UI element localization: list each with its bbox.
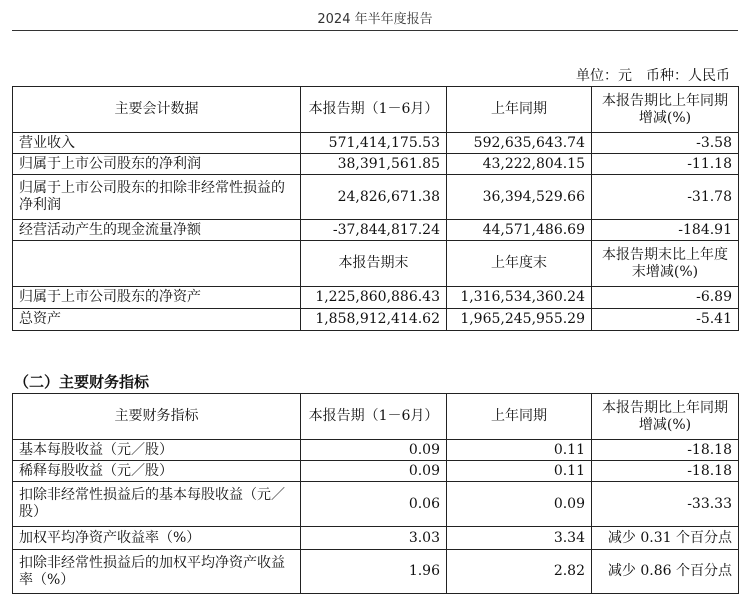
current-value: 571,414,175.53 [301, 133, 447, 154]
table-row [13, 154, 739, 175]
row-label: 经营活动产生的现金流量净额 [13, 220, 301, 241]
financial-indicators-table [12, 393, 739, 594]
header-cell: 本报告期（1－6月） [301, 394, 447, 440]
header-cell: 上年同期 [447, 394, 592, 440]
change-value: -18.18 [592, 461, 739, 482]
prior-value: 44,571,486.69 [447, 220, 592, 241]
header-cell: 主要财务指标 [13, 394, 301, 440]
current-value: 24,826,671.38 [301, 175, 447, 220]
change-value: -6.89 [592, 287, 739, 309]
table-row [13, 309, 739, 331]
prior-value: 1,965,245,955.29 [447, 309, 592, 331]
table-row [13, 440, 739, 461]
current-value: 0.06 [301, 482, 447, 527]
subheader-cell: 本报告期末比上年度末增减(%) [592, 241, 739, 287]
report-title: 2024 年半年度报告 [317, 12, 433, 27]
subheader-cell [13, 241, 301, 287]
table-row [13, 550, 739, 594]
section-title: （二）主要财务指标 [14, 373, 150, 391]
prior-value: 0.09 [447, 482, 592, 527]
unit-currency-note: 单位：元 币种：人民币 [576, 68, 730, 84]
row-label: 扣除非经常性损益后的加权平均净资产收益率（%） [13, 550, 301, 594]
prior-value: 2.82 [447, 550, 592, 594]
change-value: -3.58 [592, 133, 739, 154]
table-row [13, 527, 739, 550]
row-label: 扣除非经常性损益后的基本每股收益（元／股） [13, 482, 301, 527]
current-value: 1.96 [301, 550, 447, 594]
table-row [13, 175, 739, 220]
row-label: 加权平均净资产收益率（%） [13, 527, 301, 550]
row-label: 基本每股收益（元／股） [13, 440, 301, 461]
current-value: 0.09 [301, 440, 447, 461]
change-value: -18.18 [592, 440, 739, 461]
change-value: 减少 0.86 个百分点 [592, 550, 739, 594]
main-accounting-data-table [12, 86, 739, 331]
current-value: 1,858,912,414.62 [301, 309, 447, 331]
current-value: 1,225,860,886.43 [301, 287, 447, 309]
header-divider [12, 30, 738, 31]
row-label: 总资产 [13, 309, 301, 331]
table-row [13, 220, 739, 241]
change-value: 减少 0.31 个百分点 [592, 527, 739, 550]
prior-value: 3.34 [447, 527, 592, 550]
table-row [13, 461, 739, 482]
header-cell: 主要会计数据 [13, 87, 301, 133]
current-value: 0.09 [301, 461, 447, 482]
row-label: 归属于上市公司股东的净资产 [13, 287, 301, 309]
header-cell: 上年同期 [447, 87, 592, 133]
row-label: 归属于上市公司股东的净利润 [13, 154, 301, 175]
table-row [13, 482, 739, 527]
prior-value: 36,394,529.66 [447, 175, 592, 220]
change-value: -11.18 [592, 154, 739, 175]
prior-value: 0.11 [447, 440, 592, 461]
header-cell: 本报告期比上年同期增减(%) [592, 394, 739, 440]
row-label: 营业收入 [13, 133, 301, 154]
header-cell: 本报告期比上年同期增减(%) [592, 87, 739, 133]
change-value: -31.78 [592, 175, 739, 220]
prior-value: 592,635,643.74 [447, 133, 592, 154]
table-subheader-row [13, 241, 739, 287]
prior-value: 43,222,804.15 [447, 154, 592, 175]
prior-value: 1,316,534,360.24 [447, 287, 592, 309]
table-row [13, 133, 739, 154]
prior-value: 0.11 [447, 461, 592, 482]
row-label: 归属于上市公司股东的扣除非经常性损益的净利润 [13, 175, 301, 220]
change-value: -33.33 [592, 482, 739, 527]
change-value: -5.41 [592, 309, 739, 331]
table-header-row [13, 394, 739, 440]
table-header-row [13, 87, 739, 133]
current-value: 3.03 [301, 527, 447, 550]
current-value: -37,844,817.24 [301, 220, 447, 241]
change-value: -184.91 [592, 220, 739, 241]
row-label: 稀释每股收益（元／股） [13, 461, 301, 482]
subheader-cell: 本报告期末 [301, 241, 447, 287]
subheader-cell: 上年度末 [447, 241, 592, 287]
table-row [13, 287, 739, 309]
current-value: 38,391,561.85 [301, 154, 447, 175]
header-cell: 本报告期（1－6月） [301, 87, 447, 133]
